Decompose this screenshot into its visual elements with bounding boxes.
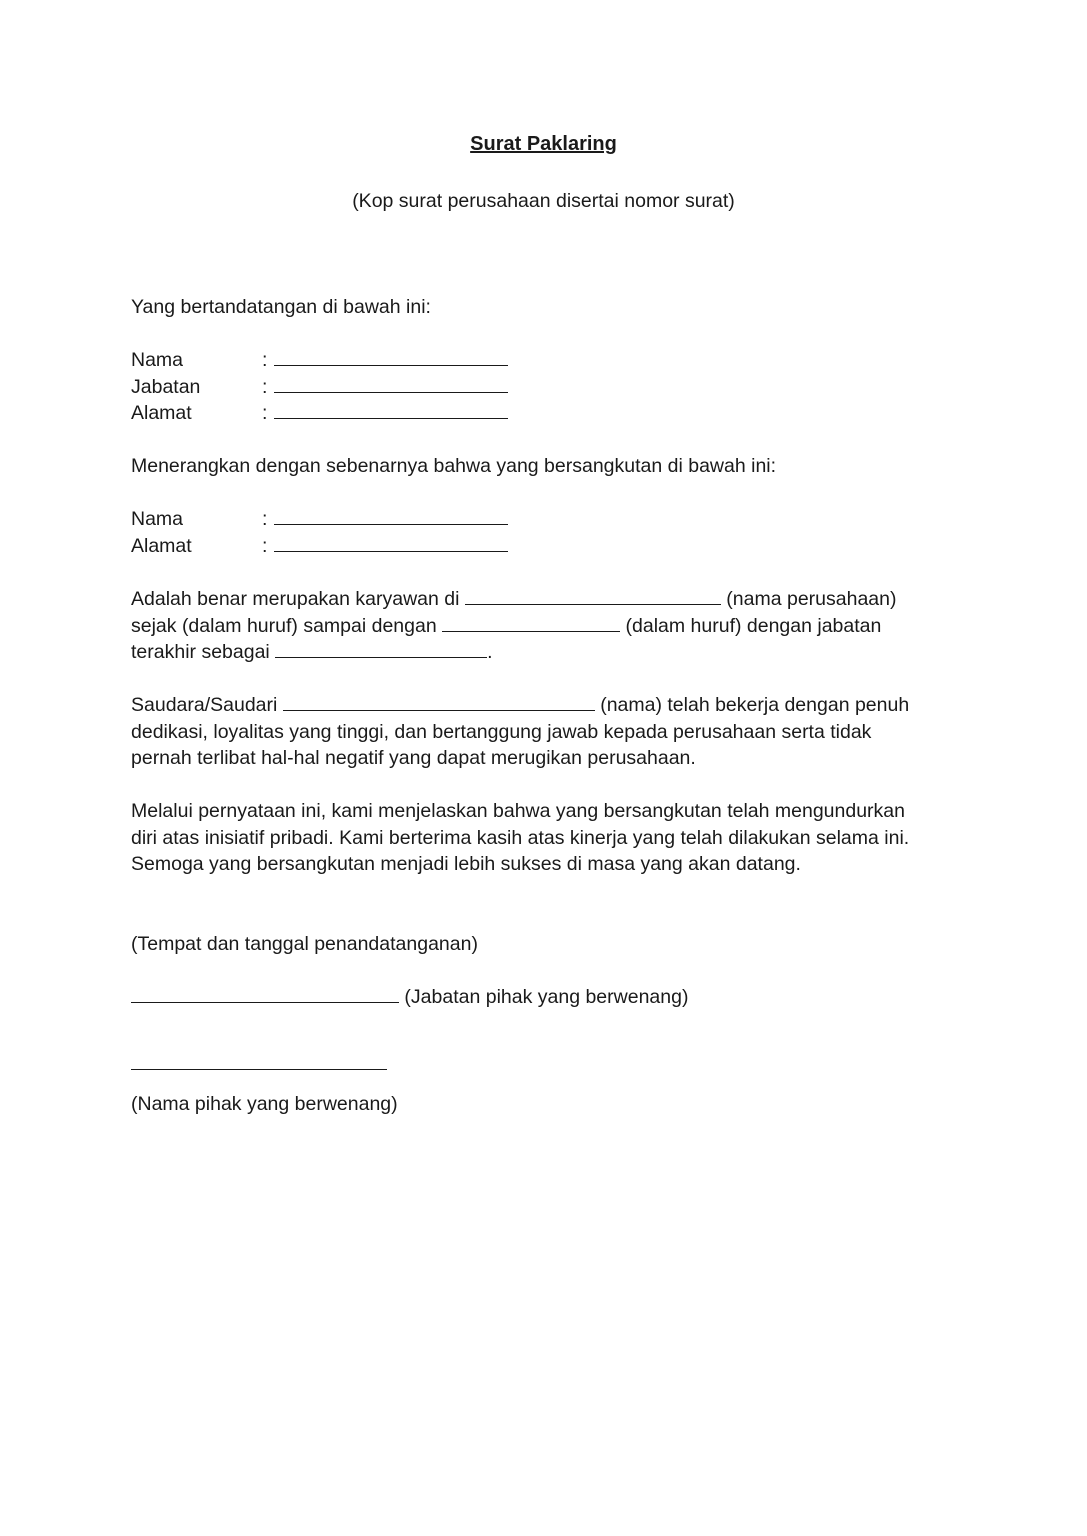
text-segment: Adalah benar merupakan karyawan di: [131, 588, 460, 610]
paragraph-line: [131, 984, 951, 1011]
paragraph-line: [131, 586, 951, 613]
signature-position-blank: [131, 984, 399, 1003]
blank-line: [442, 613, 620, 632]
position-line: [131, 984, 951, 1011]
field-colon: :: [262, 402, 268, 424]
signer-field-position: [131, 374, 951, 401]
text-segment: (nama perusahaan): [726, 588, 897, 610]
text-segment: (nama) telah bekerja dengan penuh: [600, 694, 910, 716]
text-segment: .: [487, 641, 493, 663]
paragraph-line: [131, 692, 951, 719]
blank-line: [274, 374, 508, 393]
text-segment: (dalam huruf) dengan jabatan: [625, 614, 882, 637]
blank-line: [283, 692, 595, 711]
blank-line: [274, 400, 508, 419]
signer-fields: [131, 347, 951, 427]
field-label: Nama: [131, 349, 184, 371]
blank-line: [274, 506, 508, 525]
paragraph-line: Melalui pernyataan ini, kami menjelaskan bahwa yang bersangkutan telah mengundurkan: [131, 800, 905, 822]
signatory-name: (Nama pihak yang berwenang): [131, 1093, 398, 1115]
field-colon: :: [262, 534, 268, 557]
text-segment: terakhir sebagai: [131, 641, 270, 663]
dedication-paragraph: [131, 692, 951, 772]
letter-subtitle: (Kop surat perusahaan disertai nomor surat): [352, 190, 735, 212]
text-segment: sejak (dalam huruf) sampai dengan: [131, 614, 437, 637]
paragraph-line: diri atas inisiatif pribadi. Kami berterima kasih atas kinerja yang telah dilakukan selama ini.: [131, 826, 910, 849]
field-label: Jabatan: [131, 375, 201, 398]
place-date: (Tempat dan tanggal penandatanganan): [131, 933, 478, 955]
field-label: Alamat: [131, 534, 192, 557]
blank-line: [465, 586, 721, 605]
signer-field-name: [131, 347, 951, 374]
blank-line: [274, 533, 508, 552]
employee-intro: Menerangkan dengan sebenarnya bahwa yang bersangkutan di bawah ini:: [131, 455, 777, 477]
field-label: Alamat: [131, 402, 192, 424]
paragraph-line: dedikasi, loyalitas yang tinggi, dan bertanggung jawab kepada perusahaan serta tidak: [131, 720, 872, 743]
employment-paragraph: [131, 586, 951, 666]
field-colon: :: [262, 508, 268, 530]
paragraph-line: [131, 613, 951, 640]
paragraph-line: Semoga yang bersangkutan menjadi lebih sukses di masa yang akan datang.: [131, 853, 801, 875]
blank-line: [275, 639, 487, 658]
blank-line: [274, 347, 508, 366]
field-label: Nama: [131, 508, 184, 530]
signer-field-address: [131, 400, 951, 427]
text-segment: Saudara/Saudari: [131, 694, 278, 716]
signer-intro: Yang bertandatangan di bawah ini:: [131, 296, 431, 318]
position-label: (Jabatan pihak yang berwenang): [404, 986, 689, 1008]
employee-field-name: [131, 506, 951, 533]
statement-paragraph: [131, 798, 951, 878]
paragraph-line: pernah terlibat hal-hal negatif yang dapat merugikan perusahaan.: [131, 747, 696, 769]
signature-name-blank: [131, 1069, 387, 1070]
letter-title: Surat Paklaring: [470, 133, 617, 155]
employee-field-address: [131, 533, 951, 560]
field-colon: :: [262, 375, 268, 398]
paragraph-line: [131, 639, 951, 666]
employee-fields: [131, 506, 951, 559]
field-colon: :: [262, 349, 268, 371]
